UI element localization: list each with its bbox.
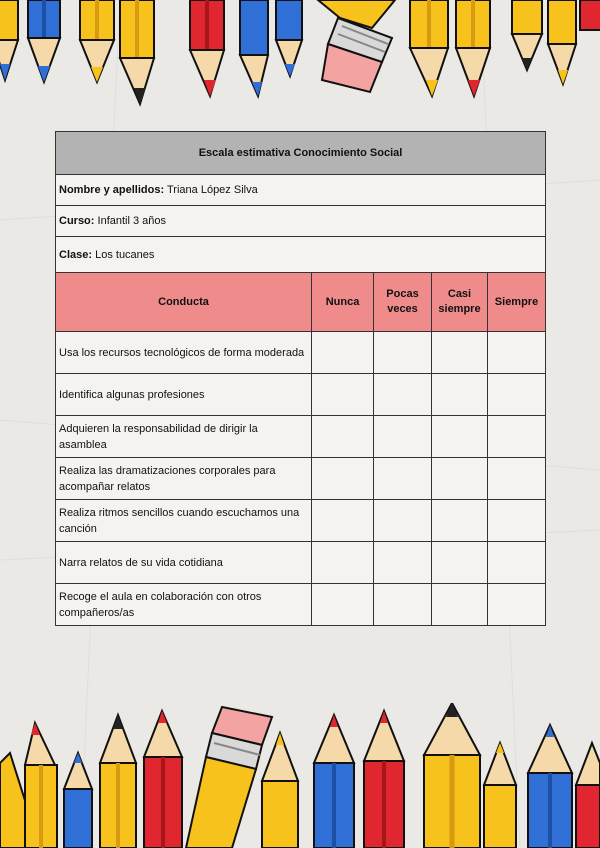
column-header-few-times — [374, 273, 432, 332]
pencil-icon — [80, 0, 114, 82]
class-value: Los tucanes — [95, 248, 155, 261]
mark-cell-never[interactable] — [312, 416, 374, 458]
mark-cell-few-times[interactable] — [374, 416, 432, 458]
almost-always-line2: siempre — [438, 303, 481, 315]
pencil-icon — [64, 753, 92, 848]
mark-cell-always[interactable] — [488, 500, 546, 542]
mark-cell-always[interactable] — [488, 584, 546, 626]
table-title: Escala estimativa Conocimiento Social — [56, 132, 546, 175]
mark-cell-almost-always[interactable] — [432, 584, 488, 626]
mark-cell-never[interactable] — [312, 500, 374, 542]
course-value: Infantil 3 años — [97, 215, 167, 227]
mark-cell-few-times[interactable] — [374, 542, 432, 584]
mark-cell-always[interactable] — [488, 332, 546, 374]
pencil-icon — [262, 733, 298, 848]
name-value: Triana López Silva — [167, 184, 258, 196]
mark-cell-never[interactable] — [312, 458, 374, 500]
mark-cell-never[interactable] — [312, 374, 374, 416]
mark-cell-never[interactable] — [312, 332, 374, 374]
assessment-table — [55, 131, 546, 626]
mark-cell-few-times[interactable] — [374, 374, 432, 416]
eraser-pencil-icon — [186, 707, 272, 848]
mark-cell-few-times[interactable] — [374, 332, 432, 374]
table-row — [56, 416, 546, 458]
few-times-line2: veces — [387, 303, 418, 315]
pencil-icon — [580, 0, 600, 30]
mark-cell-almost-always[interactable] — [432, 458, 488, 500]
pencil-icon — [528, 725, 572, 848]
mark-cell-almost-always[interactable] — [432, 332, 488, 374]
mark-cell-always[interactable] — [488, 416, 546, 458]
pencil-icon — [25, 723, 57, 848]
mark-cell-few-times[interactable] — [374, 584, 432, 626]
pencil-icon — [548, 0, 576, 84]
class-label: Clase: — [59, 248, 93, 261]
pencil-icon — [576, 743, 600, 848]
student-name-row — [56, 175, 546, 206]
almost-always-line1: Casi — [447, 288, 472, 300]
behavior-text: Usa los recursos tecnológicos de forma moderada — [56, 332, 312, 374]
behavior-text: Realiza ritmos sencillos cuando escuchamos una canción — [56, 500, 312, 542]
behavior-text: Recoge el aula en colaboración con otros compañeros/as — [56, 584, 312, 626]
behavior-text: Narra relatos de su vida cotidiana — [56, 542, 312, 584]
few-times-line1: Pocas — [386, 288, 419, 300]
mark-cell-never[interactable] — [312, 584, 374, 626]
pencils-top-decoration — [0, 0, 600, 110]
pencil-icon — [240, 0, 268, 96]
pencil-icon — [484, 743, 516, 848]
mark-cell-always[interactable] — [488, 458, 546, 500]
column-header-always: Siempre — [488, 273, 546, 332]
pencil-icon — [144, 711, 182, 848]
column-header-almost-always — [432, 273, 488, 332]
pencil-icon — [100, 715, 136, 848]
mark-cell-always[interactable] — [488, 542, 546, 584]
table-row — [56, 500, 546, 542]
behavior-text: Adquieren la responsabilidad de dirigir la asamblea — [56, 416, 312, 458]
mark-cell-almost-always[interactable] — [432, 500, 488, 542]
behavior-text: Identifica algunas profesiones — [56, 374, 312, 416]
pencil-icon — [276, 0, 302, 76]
name-label: Nombre y apellidos: — [59, 184, 165, 196]
column-header-behavior: Conducta — [56, 273, 312, 332]
eraser-pencil-icon — [318, 0, 395, 92]
table-row — [56, 458, 546, 500]
pencil-icon — [456, 0, 490, 96]
pencil-icon — [28, 0, 60, 82]
pencil-icon — [512, 0, 542, 70]
pencil-icon — [0, 0, 18, 80]
pencils-bottom-decoration — [0, 703, 600, 848]
pencil-icon — [364, 711, 404, 848]
course-label: Curso: — [59, 215, 95, 227]
table-row — [56, 584, 546, 626]
table-row — [56, 542, 546, 584]
mark-cell-never[interactable] — [312, 542, 374, 584]
mark-cell-almost-always[interactable] — [432, 542, 488, 584]
mark-cell-always[interactable] — [488, 374, 546, 416]
pencil-icon — [410, 0, 448, 96]
pencil-icon — [314, 715, 354, 848]
class-row — [56, 237, 546, 273]
pencil-icon — [190, 0, 224, 96]
mark-cell-few-times[interactable] — [374, 458, 432, 500]
column-header-never: Nunca — [312, 273, 374, 332]
table-row — [56, 374, 546, 416]
mark-cell-almost-always[interactable] — [432, 374, 488, 416]
table-row — [56, 332, 546, 374]
pencil-icon — [120, 0, 154, 104]
mark-cell-few-times[interactable] — [374, 500, 432, 542]
mark-cell-almost-always[interactable] — [432, 416, 488, 458]
pencil-icon — [424, 703, 480, 848]
behavior-text: Realiza las dramatizaciones corporales para acompañar relatos — [56, 458, 312, 500]
course-row — [56, 206, 546, 237]
